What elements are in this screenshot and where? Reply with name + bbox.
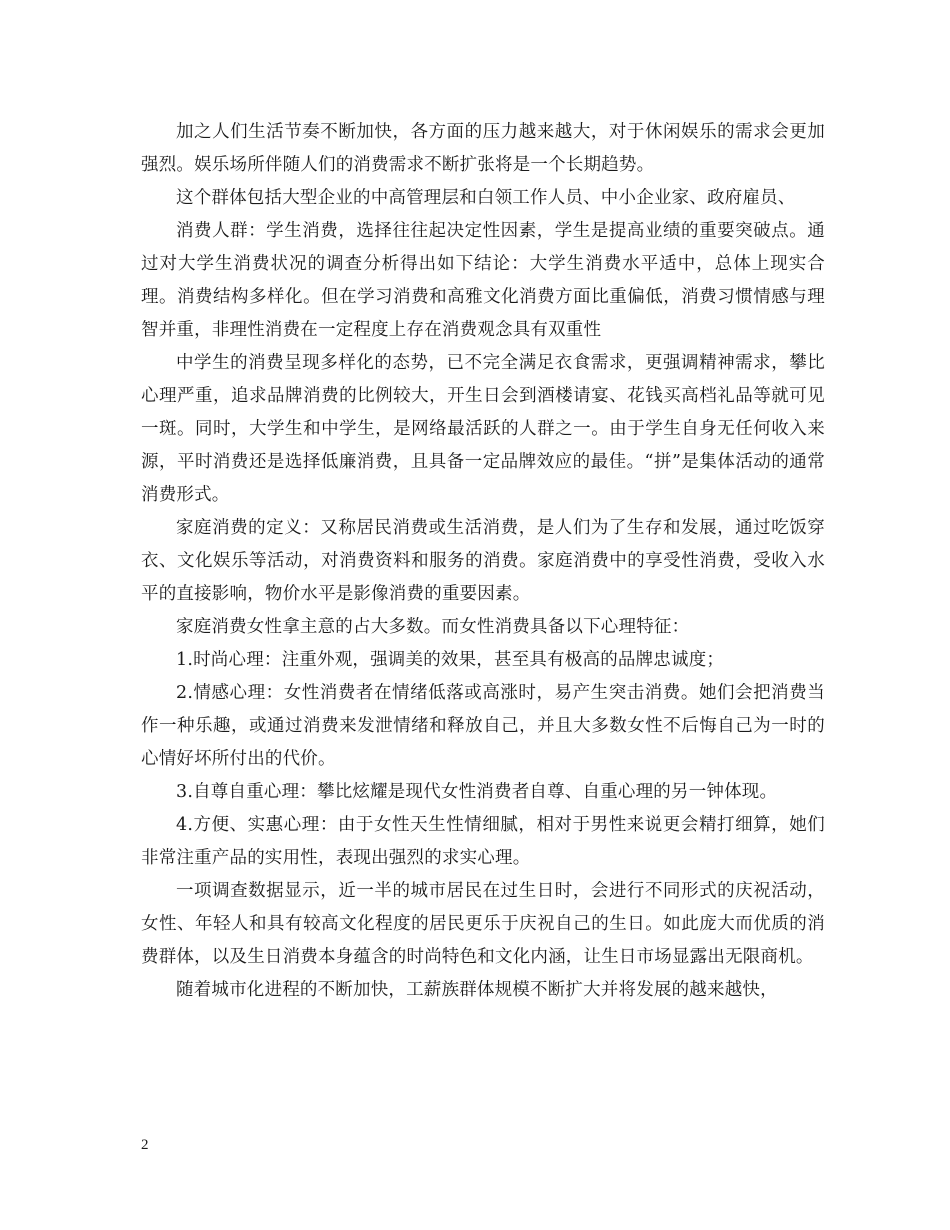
paragraph-birthday-survey: 一项调查数据显示，近一半的城市居民在过生日时，会进行不同形式的庆祝活动，女性、年轻人和具有较高文化程度的居民更乐于庆祝自己的生日。如此庞大而优质的消费群体，以及生日消费本身蕴含的时尚特色和文化内涵，让生日市场显露出无限商机。 bbox=[141, 881, 825, 967]
paragraph-household-consumption: 家庭消费的定义：又称居民消费或生活消费，是人们为了生存和发展，通过吃饭穿衣、文化娱乐等活动，对消费资料和服务的消费。家庭消费中的享受性消费，受收入水平的直接影响，物价水平是影像消费的重要因素。 bbox=[141, 518, 825, 604]
paragraph-urbanization: 随着城市化进程的不断加快，工薪族群体规模不断扩大并将发展的越来越快， bbox=[176, 980, 778, 1000]
body-text bbox=[141, 116, 825, 1007]
paragraph-female-decision: 家庭消费女性拿主意的占大多数。而女性消费具备以下心理特征： bbox=[176, 617, 690, 637]
list-item-practical-psychology: 4.方便、实惠心理：由于女性天生性情细腻，相对于男性来说更会精打细算，她们非常注重产品的实用性，表现出强烈的求实心理。 bbox=[141, 815, 825, 868]
list-item-fashion-psychology: 1.时尚心理：注重外观，强调美的效果，甚至具有极高的品牌忠诚度； bbox=[176, 650, 725, 670]
paragraph-middle-school-students: 中学生的消费呈现多样化的态势，已不完全满足衣食需求，更强调精神需求，攀比心理严重，追求品牌消费的比例较大，开生日会到酒楼请宴、花钱买高档礼品等就可见一斑。同时，大学生和中学生，是网络最活跃的人群之一。由于学生自身无任何收入来源，平时消费还是选择低廉消费，且具备一定品牌效应的最佳。“拼”是集体活动的通常消费形式。 bbox=[141, 353, 825, 505]
paragraph-student-consumption: 消费人群：学生消费，选择往往起决定性因素，学生是提高业绩的重要突破点。通过对大学生消费状况的调查分析得出如下结论：大学生消费水平适中，总体上现实合理。消费结构多样化。但在学习消费和高雅文化消费方面比重偏低，消费习惯情感与理智并重，非理性消费在一定程度上存在消费观念具有双重性 bbox=[141, 221, 825, 340]
list-item-emotional-psychology: 2.情感心理：女性消费者在情绪低落或高涨时，易产生突击消费。她们会把消费当作一种乐趣，或通过消费来发泄情绪和释放自己，并且大多数女性不后悔自己为一时的心情好坏所付出的代价。 bbox=[141, 683, 825, 769]
list-item-self-esteem-psychology: 3.自尊自重心理：攀比炫耀是现代女性消费者自尊、自重心理的另一钟体现。 bbox=[176, 782, 778, 802]
page-number: 2 bbox=[141, 1137, 149, 1153]
paragraph-target-group: 这个群体包括大型企业的中高管理层和白领工作人员、中小企业家、政府雇员、 bbox=[176, 188, 796, 208]
paragraph-leisure-demand: 加之人们生活节奏不断加快，各方面的压力越来越大，对于休闲娱乐的需求会更加强烈。娱乐场所伴随人们的消费需求不断扩张将是一个长期趋势。 bbox=[141, 122, 825, 175]
